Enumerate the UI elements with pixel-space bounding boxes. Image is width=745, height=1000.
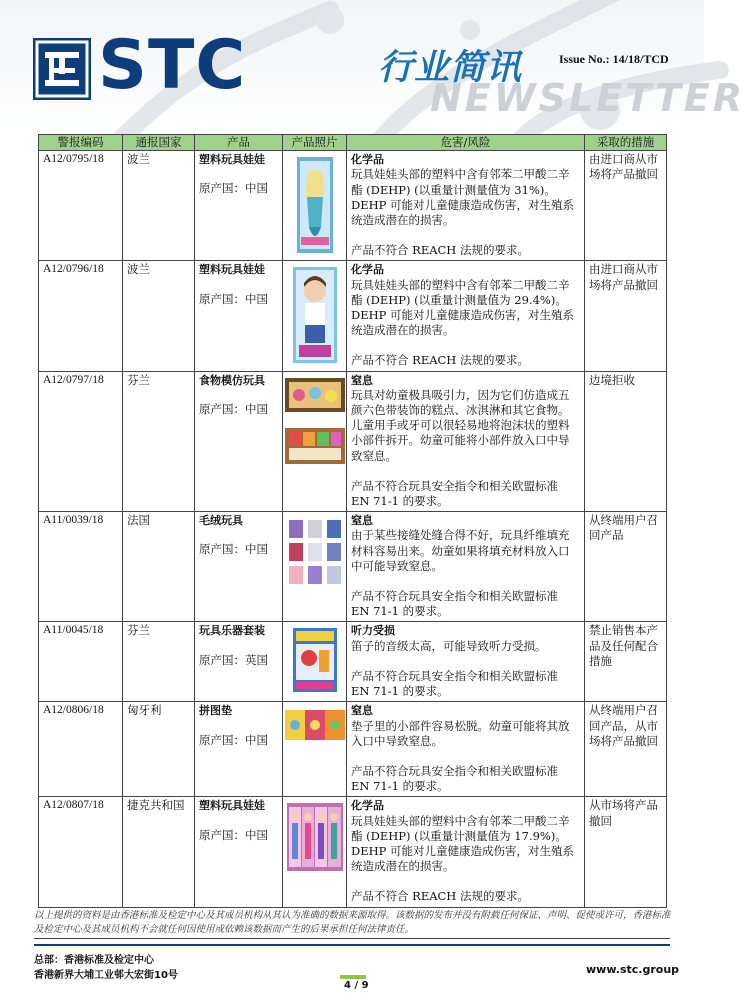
alert-table bbox=[38, 134, 667, 908]
plush-toy-photo-image bbox=[289, 520, 341, 584]
product-name: 玩具乐器套装 bbox=[199, 624, 265, 638]
disclaimer-text: 以上提供的资料是由香港标准及检定中心及其成员机构从其认为准确的数据来源取得。该数据的发布并没有附载任何保证、声明、促使或许可，香港标准及检定中心及其成员机构不会就任何因使用或依赖该数据而产生的后果承担任何法律责任。 bbox=[34, 910, 671, 935]
product-origin: 原产国：中国 bbox=[199, 181, 268, 196]
product-cell bbox=[195, 797, 283, 907]
hazard-cell bbox=[347, 151, 585, 261]
notifying-country: 波兰 bbox=[123, 261, 195, 371]
hazard-regulation-note: 产品不符合玩具安全指令和相关欧盟标准 EN 71-1 的要求。 bbox=[351, 763, 558, 794]
page-indicator-bar bbox=[340, 975, 366, 979]
measure-taken: 由进口商从市场将产品撤回 bbox=[585, 261, 667, 371]
measure-taken: 由进口商从市场将产品撤回 bbox=[585, 151, 667, 261]
website-link[interactable]: www.stc.group bbox=[586, 963, 680, 976]
hazard-cell bbox=[347, 261, 585, 371]
hazard-title: 窒息 bbox=[351, 704, 373, 718]
column-header-product: 产品 bbox=[195, 135, 283, 151]
measure-taken: 边境拒收 bbox=[585, 371, 667, 512]
food-toy-photo bbox=[283, 371, 347, 512]
measure-taken: 从市场将产品撤回 bbox=[585, 797, 667, 907]
product-name: 拼图垫 bbox=[199, 704, 232, 718]
product-name: 塑料玩具娃娃 bbox=[199, 263, 265, 277]
doll-box-photo bbox=[283, 151, 347, 261]
hazard-title: 听力受损 bbox=[351, 624, 395, 638]
newsletter-chinese-title: 行业简讯 bbox=[378, 48, 523, 88]
product-origin: 原产国：中国 bbox=[199, 291, 268, 306]
table-row bbox=[39, 371, 667, 512]
alert-ref: A12/0795/18 bbox=[39, 151, 123, 261]
notifying-country: 芬兰 bbox=[123, 371, 195, 512]
page-number: 4 / 9 bbox=[344, 980, 369, 991]
newsletter-label: NEWSLETTER bbox=[430, 76, 745, 120]
hazard-title: 化学品 bbox=[351, 153, 384, 167]
column-header-measure: 采取的措施 bbox=[585, 135, 667, 151]
alert-ref: A12/0806/18 bbox=[39, 702, 123, 797]
doll-boy-photo-image bbox=[293, 267, 337, 363]
alert-ref: A12/0796/18 bbox=[39, 261, 123, 371]
alert-ref: A11/0039/18 bbox=[39, 512, 123, 622]
product-name: 毛绒玩具 bbox=[199, 514, 243, 528]
measure-taken: 从终端用户召回产品 bbox=[585, 512, 667, 622]
measure-taken: 禁止销售本产品及任何配合措施 bbox=[585, 622, 667, 702]
hazard-regulation-note: 产品不符合玩具安全指令和相关欧盟标准 EN 71-1 的要求。 bbox=[351, 668, 558, 699]
hazard-description: 垫子里的小部件容易松脱。幼童可能将其放入口中导致窒息。 bbox=[351, 718, 570, 748]
column-header-country: 通报国家 bbox=[123, 135, 195, 151]
product-cell bbox=[195, 622, 283, 702]
page-header bbox=[0, 0, 745, 130]
hazard-cell bbox=[347, 702, 585, 797]
product-origin: 原产国：英国 bbox=[199, 652, 268, 667]
product-origin: 原产国：中国 bbox=[199, 542, 268, 557]
doll-set-photo-image bbox=[287, 803, 343, 871]
measure-taken: 从终端用户召回产品，从市场将产品撤回 bbox=[585, 702, 667, 797]
product-origin: 原产国：中国 bbox=[199, 732, 268, 747]
table-row bbox=[39, 622, 667, 702]
hazard-title: 化学品 bbox=[351, 263, 384, 277]
hazard-regulation-note: 产品不符合 REACH 法规的要求。 bbox=[351, 243, 529, 258]
notifying-country: 波兰 bbox=[123, 151, 195, 261]
notifying-country: 法国 bbox=[123, 512, 195, 622]
plush-toy-photo bbox=[283, 512, 347, 622]
hazard-regulation-note: 产品不符合 REACH 法规的要求。 bbox=[351, 889, 529, 904]
headquarters-line: 总部：香港标准及检定中心 bbox=[34, 955, 154, 966]
footer-divider bbox=[34, 938, 670, 939]
table-header-row bbox=[39, 135, 667, 151]
hazard-regulation-note: 产品不符合玩具安全指令和相关欧盟标准 EN 71-1 的要求。 bbox=[351, 478, 558, 509]
table-row bbox=[39, 261, 667, 371]
stc-logo-icon bbox=[33, 38, 91, 100]
hazard-regulation-note: 产品不符合 REACH 法规的要求。 bbox=[351, 353, 529, 368]
notifying-country: 匈牙利 bbox=[123, 702, 195, 797]
hazard-description: 玩具娃娃头部的塑料中含有邻苯二甲酸二辛酯 (DEHP) (以重量计测量值为 31%)。DEHP 可能对儿童健康造成伤害，对生殖系统造成潜在的损害。 bbox=[351, 167, 575, 228]
table-row bbox=[39, 512, 667, 622]
hazard-title: 窒息 bbox=[351, 373, 373, 387]
instrument-set-photo-image bbox=[293, 628, 337, 692]
issue-number: Issue No.: 14/18/TCD bbox=[559, 52, 669, 66]
hazard-cell bbox=[347, 512, 585, 622]
product-name: 食物模仿玩具 bbox=[199, 373, 265, 387]
product-cell bbox=[195, 151, 283, 261]
puzzle-mat-photo-image bbox=[285, 710, 345, 740]
table-row bbox=[39, 702, 667, 797]
column-header-ref: 警报编码 bbox=[39, 135, 123, 151]
footer-divider-blue bbox=[34, 944, 670, 946]
product-cell bbox=[195, 371, 283, 512]
hazard-description: 玩具娃娃头部的塑料中含有邻苯二甲酸二辛酯 (DEHP) (以重量计测量值为 17.9%)。DEHP 可能对儿童健康造成伤害，对生殖系统造成潜在的损害。 bbox=[351, 813, 575, 874]
table-row bbox=[39, 151, 667, 261]
alert-ref: A12/0807/18 bbox=[39, 797, 123, 907]
hazard-cell bbox=[347, 371, 585, 512]
alert-ref: A11/0045/18 bbox=[39, 622, 123, 702]
hazard-description: 由于某些接缝处缝合得不好，玩具纤维填充材料容易出来。幼童如果将填充材料放入口中可能导致窒息。 bbox=[351, 528, 570, 573]
hazard-description: 玩具对幼童极具吸引力，因为它们仿造成五颜六色带装饰的糕点、冰淇淋和其它食物。儿童用手或牙可以很轻易地将泡沫状的塑料小部件拆开。幼童可能将小部件放入口中导致窒息。 bbox=[351, 387, 570, 463]
notifying-country: 捷克共和国 bbox=[123, 797, 195, 907]
headquarters-address: 香港新界大埔工业邨大宏街10号 bbox=[34, 970, 178, 981]
product-name: 塑料玩具娃娃 bbox=[199, 799, 265, 813]
table-row bbox=[39, 797, 667, 907]
doll-set-photo bbox=[283, 797, 347, 907]
notifying-country: 芬兰 bbox=[123, 622, 195, 702]
alert-ref: A12/0797/18 bbox=[39, 371, 123, 512]
hazard-description: 玩具娃娃头部的塑料中含有邻苯二甲酸二辛酯 (DEHP) (以重量计测量值为 29.4%)。DEHP 可能对儿童健康造成伤害，对生殖系统造成潜在的损害。 bbox=[351, 277, 575, 338]
stc-wordmark: STC bbox=[98, 26, 247, 105]
hazard-title: 化学品 bbox=[351, 799, 384, 813]
column-header-hazard: 危害/风险 bbox=[347, 135, 585, 151]
column-header-photo: 产品照片 bbox=[283, 135, 347, 151]
puzzle-mat-photo bbox=[283, 702, 347, 797]
food-toy-photo-image bbox=[285, 378, 345, 468]
hazard-cell bbox=[347, 622, 585, 702]
instrument-set-photo bbox=[283, 622, 347, 702]
hazard-title: 窒息 bbox=[351, 514, 373, 528]
hazard-description: 笛子的音级太高，可能导致听力受损。 bbox=[351, 638, 547, 653]
hazard-regulation-note: 产品不符合玩具安全指令和相关欧盟标准 EN 71-1 的要求。 bbox=[351, 589, 558, 619]
product-origin: 原产国：中国 bbox=[199, 827, 268, 842]
product-cell bbox=[195, 702, 283, 797]
product-origin: 原产国：中国 bbox=[199, 401, 268, 416]
product-cell bbox=[195, 261, 283, 371]
hazard-cell bbox=[347, 797, 585, 907]
doll-box-photo-image bbox=[297, 157, 333, 253]
product-cell bbox=[195, 512, 283, 622]
product-name: 塑料玩具娃娃 bbox=[199, 153, 265, 167]
doll-boy-photo bbox=[283, 261, 347, 371]
